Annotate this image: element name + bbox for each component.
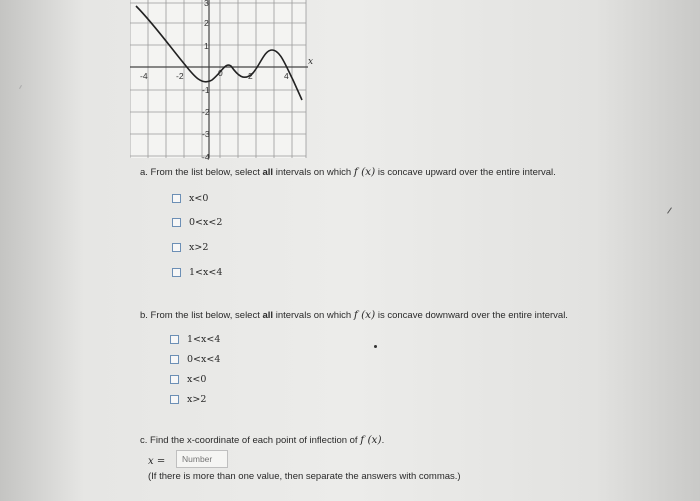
x-axis-label: x	[308, 57, 314, 67]
option-b3-label: x<0	[187, 374, 207, 385]
option-b4-label: x>2	[187, 394, 207, 405]
option-a1-label: x<0	[189, 193, 209, 204]
question-b-suffix: is concave downward over the entire interval.	[375, 310, 568, 321]
option-b3-checkbox[interactable]	[170, 375, 179, 384]
option-b2-label: 0<x<4	[187, 354, 221, 365]
option-b4[interactable]	[170, 394, 206, 405]
option-a4-label: 1<x<4	[189, 267, 223, 278]
y-tick-label: -2	[202, 107, 210, 117]
question-a-suffix: is concave upward over the entire interval.	[375, 167, 556, 178]
question-a-bold: all	[262, 167, 274, 178]
option-a3[interactable]	[172, 242, 208, 253]
option-b4-checkbox[interactable]	[170, 395, 179, 404]
option-a4-checkbox[interactable]	[172, 268, 181, 277]
x-tick-label: 2	[248, 71, 253, 81]
inflection-point-input[interactable]	[176, 450, 228, 468]
y-tick-label: 3	[204, 0, 209, 8]
question-b-middle: intervals on which	[273, 310, 354, 321]
option-b2[interactable]	[170, 354, 220, 365]
function-graph	[130, 0, 320, 165]
option-a3-label: x>2	[189, 242, 209, 253]
question-c-note: (If there is more than one value, then separate the answers with commas.)	[148, 471, 461, 482]
question-c-text	[140, 434, 384, 446]
answer-variable-label: x =	[148, 456, 166, 467]
question-a-text	[140, 166, 556, 178]
option-a1-checkbox[interactable]	[172, 194, 181, 203]
y-tick-label: 2	[204, 18, 209, 28]
question-b-text	[140, 309, 568, 321]
x-tick-label: -2	[176, 71, 184, 81]
option-a3-checkbox[interactable]	[172, 243, 181, 252]
question-b-fx: f (x)	[353, 309, 376, 321]
question-b-bold: all	[262, 310, 274, 321]
option-a2-label: 0<x<2	[189, 217, 223, 228]
question-a-prefix: a. From the list below, select	[140, 167, 263, 178]
y-tick-label: -3	[202, 129, 210, 139]
question-c-suffix: .	[381, 435, 385, 446]
option-b1[interactable]	[170, 334, 220, 345]
option-b1-label: 1<x<4	[187, 334, 221, 345]
question-a-middle: intervals on which	[273, 167, 354, 178]
option-a1[interactable]	[172, 193, 208, 204]
option-a2-checkbox[interactable]	[172, 218, 181, 227]
option-a2[interactable]	[172, 217, 222, 228]
question-c-fx: f (x)	[360, 434, 382, 446]
question-a-fx: f (x)	[353, 166, 376, 178]
y-tick-label: -4	[202, 152, 210, 162]
x-tick-label: 4	[284, 71, 289, 81]
y-tick-label: 1	[204, 41, 209, 51]
option-a4[interactable]	[172, 267, 222, 278]
x-tick-label: 0	[218, 68, 223, 78]
x-tick-label: -4	[140, 71, 148, 81]
y-tick-label: -1	[202, 85, 210, 95]
graph-svg	[130, 0, 320, 165]
question-b-prefix: b. From the list below, select	[140, 310, 263, 321]
question-c-prefix: c. Find the x-coordinate of each point of inflection of	[140, 435, 361, 446]
option-b2-checkbox[interactable]	[170, 355, 179, 364]
option-b1-checkbox[interactable]	[170, 335, 179, 344]
option-b3[interactable]	[170, 374, 206, 385]
stray-dot	[374, 345, 377, 348]
